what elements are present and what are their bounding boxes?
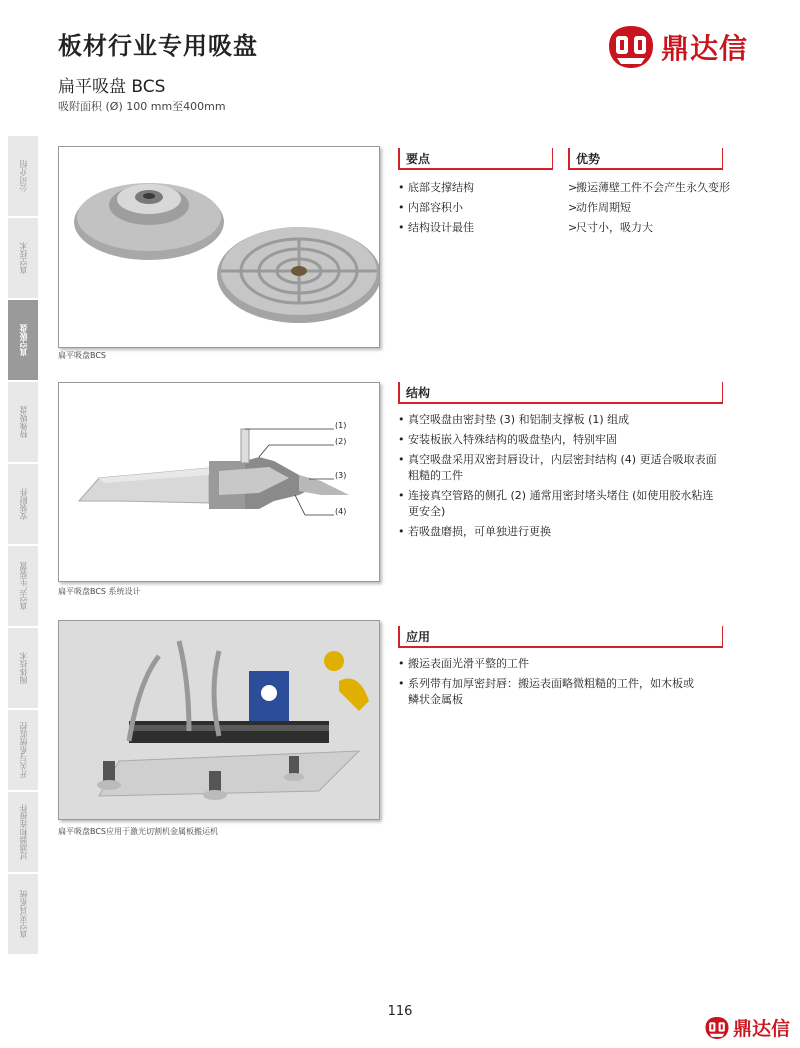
design-diagram xyxy=(58,382,380,582)
sidebar-item-special-cups[interactable]: 特殊吸盘 xyxy=(8,382,38,462)
sidebar-item-vacuum-tech[interactable]: 真空技术 xyxy=(8,218,38,298)
advantage-item: > 动作周期短 xyxy=(568,200,778,216)
page-number: 116 xyxy=(387,1004,413,1019)
sidebar-item-suction-cups[interactable]: 真空吸盘 xyxy=(8,300,38,380)
product-image xyxy=(58,146,380,348)
sidebar-item-generators[interactable]: 真空产生装置 xyxy=(8,546,38,626)
advantage-item: > 搬运薄壁工件不会产生永久变形 xyxy=(568,180,778,196)
brand-mark-icon xyxy=(607,24,655,70)
key-point-item: • 结构设计最佳 xyxy=(398,220,553,236)
sidebar-item-switches[interactable]: 开关与系统监控 xyxy=(8,710,38,790)
sidebar-item-filters[interactable]: 过滤器和连接件 xyxy=(8,792,38,872)
product-description: 吸附面积 (Ø) 100 mm至400mm xyxy=(58,100,226,113)
brand-logo xyxy=(607,24,748,70)
footer-brand-name: 鼎达信 xyxy=(732,1018,790,1040)
diagram-label: (4) xyxy=(335,507,347,516)
sidebar-item-mounting[interactable]: 安装附件 xyxy=(8,464,38,544)
key-points-heading: 要点 xyxy=(398,148,553,170)
design-diagram-caption: 扁平吸盘BCS 系统设计 xyxy=(58,587,141,596)
application-item: • 系列带有加厚密封唇：搬运表面略微粗糙的工件，如木板或鳞状金属板 xyxy=(398,676,698,708)
cross-section-illustration xyxy=(59,383,379,581)
application-section xyxy=(398,626,723,712)
chapter-sidebar xyxy=(8,136,38,956)
application-photo xyxy=(58,620,380,820)
suction-cup-illustration xyxy=(59,147,379,347)
key-point-item: • 底部支撑结构 xyxy=(398,180,553,196)
brand-name: 鼎达信 xyxy=(660,32,748,65)
structure-item: • 真空吸盘采用双密封唇设计，内层密封结构 (4) 更适合吸取表面粗糙的工件 xyxy=(398,452,718,484)
brand-mark-icon xyxy=(704,1016,730,1040)
structure-item: • 连接真空管路的侧孔 (2) 通常用密封堵头堵住 (如使用胶水粘连更安全) xyxy=(398,488,718,520)
structure-heading: 结构 xyxy=(398,382,723,404)
footer-logo xyxy=(704,1014,790,1041)
sidebar-item-gripper-systems[interactable]: 真空夹具系统 xyxy=(8,874,38,954)
sidebar-item-valves[interactable]: 阀体技术 xyxy=(8,628,38,708)
application-heading: 应用 xyxy=(398,626,723,648)
structure-item: • 若吸盘磨损，可单独进行更换 xyxy=(398,524,718,540)
product-subtitle: 扁平吸盘 BCS xyxy=(58,77,166,97)
sidebar-item-company[interactable]: 公司介绍 xyxy=(8,136,38,216)
page-title: 板材行业专用吸盘 xyxy=(58,32,258,60)
diagram-label: (3) xyxy=(335,471,347,480)
advantage-item: > 尺寸小，吸力大 xyxy=(568,220,778,236)
structure-item: • 真空吸盘由密封垫 (3) 和铝制支撑板 (1) 组成 xyxy=(398,412,718,428)
application-item: • 搬运表面光滑平整的工件 xyxy=(398,656,698,672)
key-point-item: • 内部容积小 xyxy=(398,200,553,216)
diagram-label: (2) xyxy=(335,437,347,446)
application-photo-caption: 扁平吸盘BCS应用于激光切割机金属板搬运机 xyxy=(58,827,219,836)
advantages-heading: 优势 xyxy=(568,148,723,170)
advantages-section xyxy=(568,148,730,240)
diagram-label: (1) xyxy=(335,421,347,430)
key-points-section xyxy=(398,148,553,240)
structure-section xyxy=(398,382,723,544)
structure-item: • 安装板嵌入特殊结构的吸盘垫内，特别牢固 xyxy=(398,432,718,448)
product-image-caption: 扁平吸盘BCS xyxy=(58,351,107,360)
gripper-machine-illustration xyxy=(59,621,379,819)
